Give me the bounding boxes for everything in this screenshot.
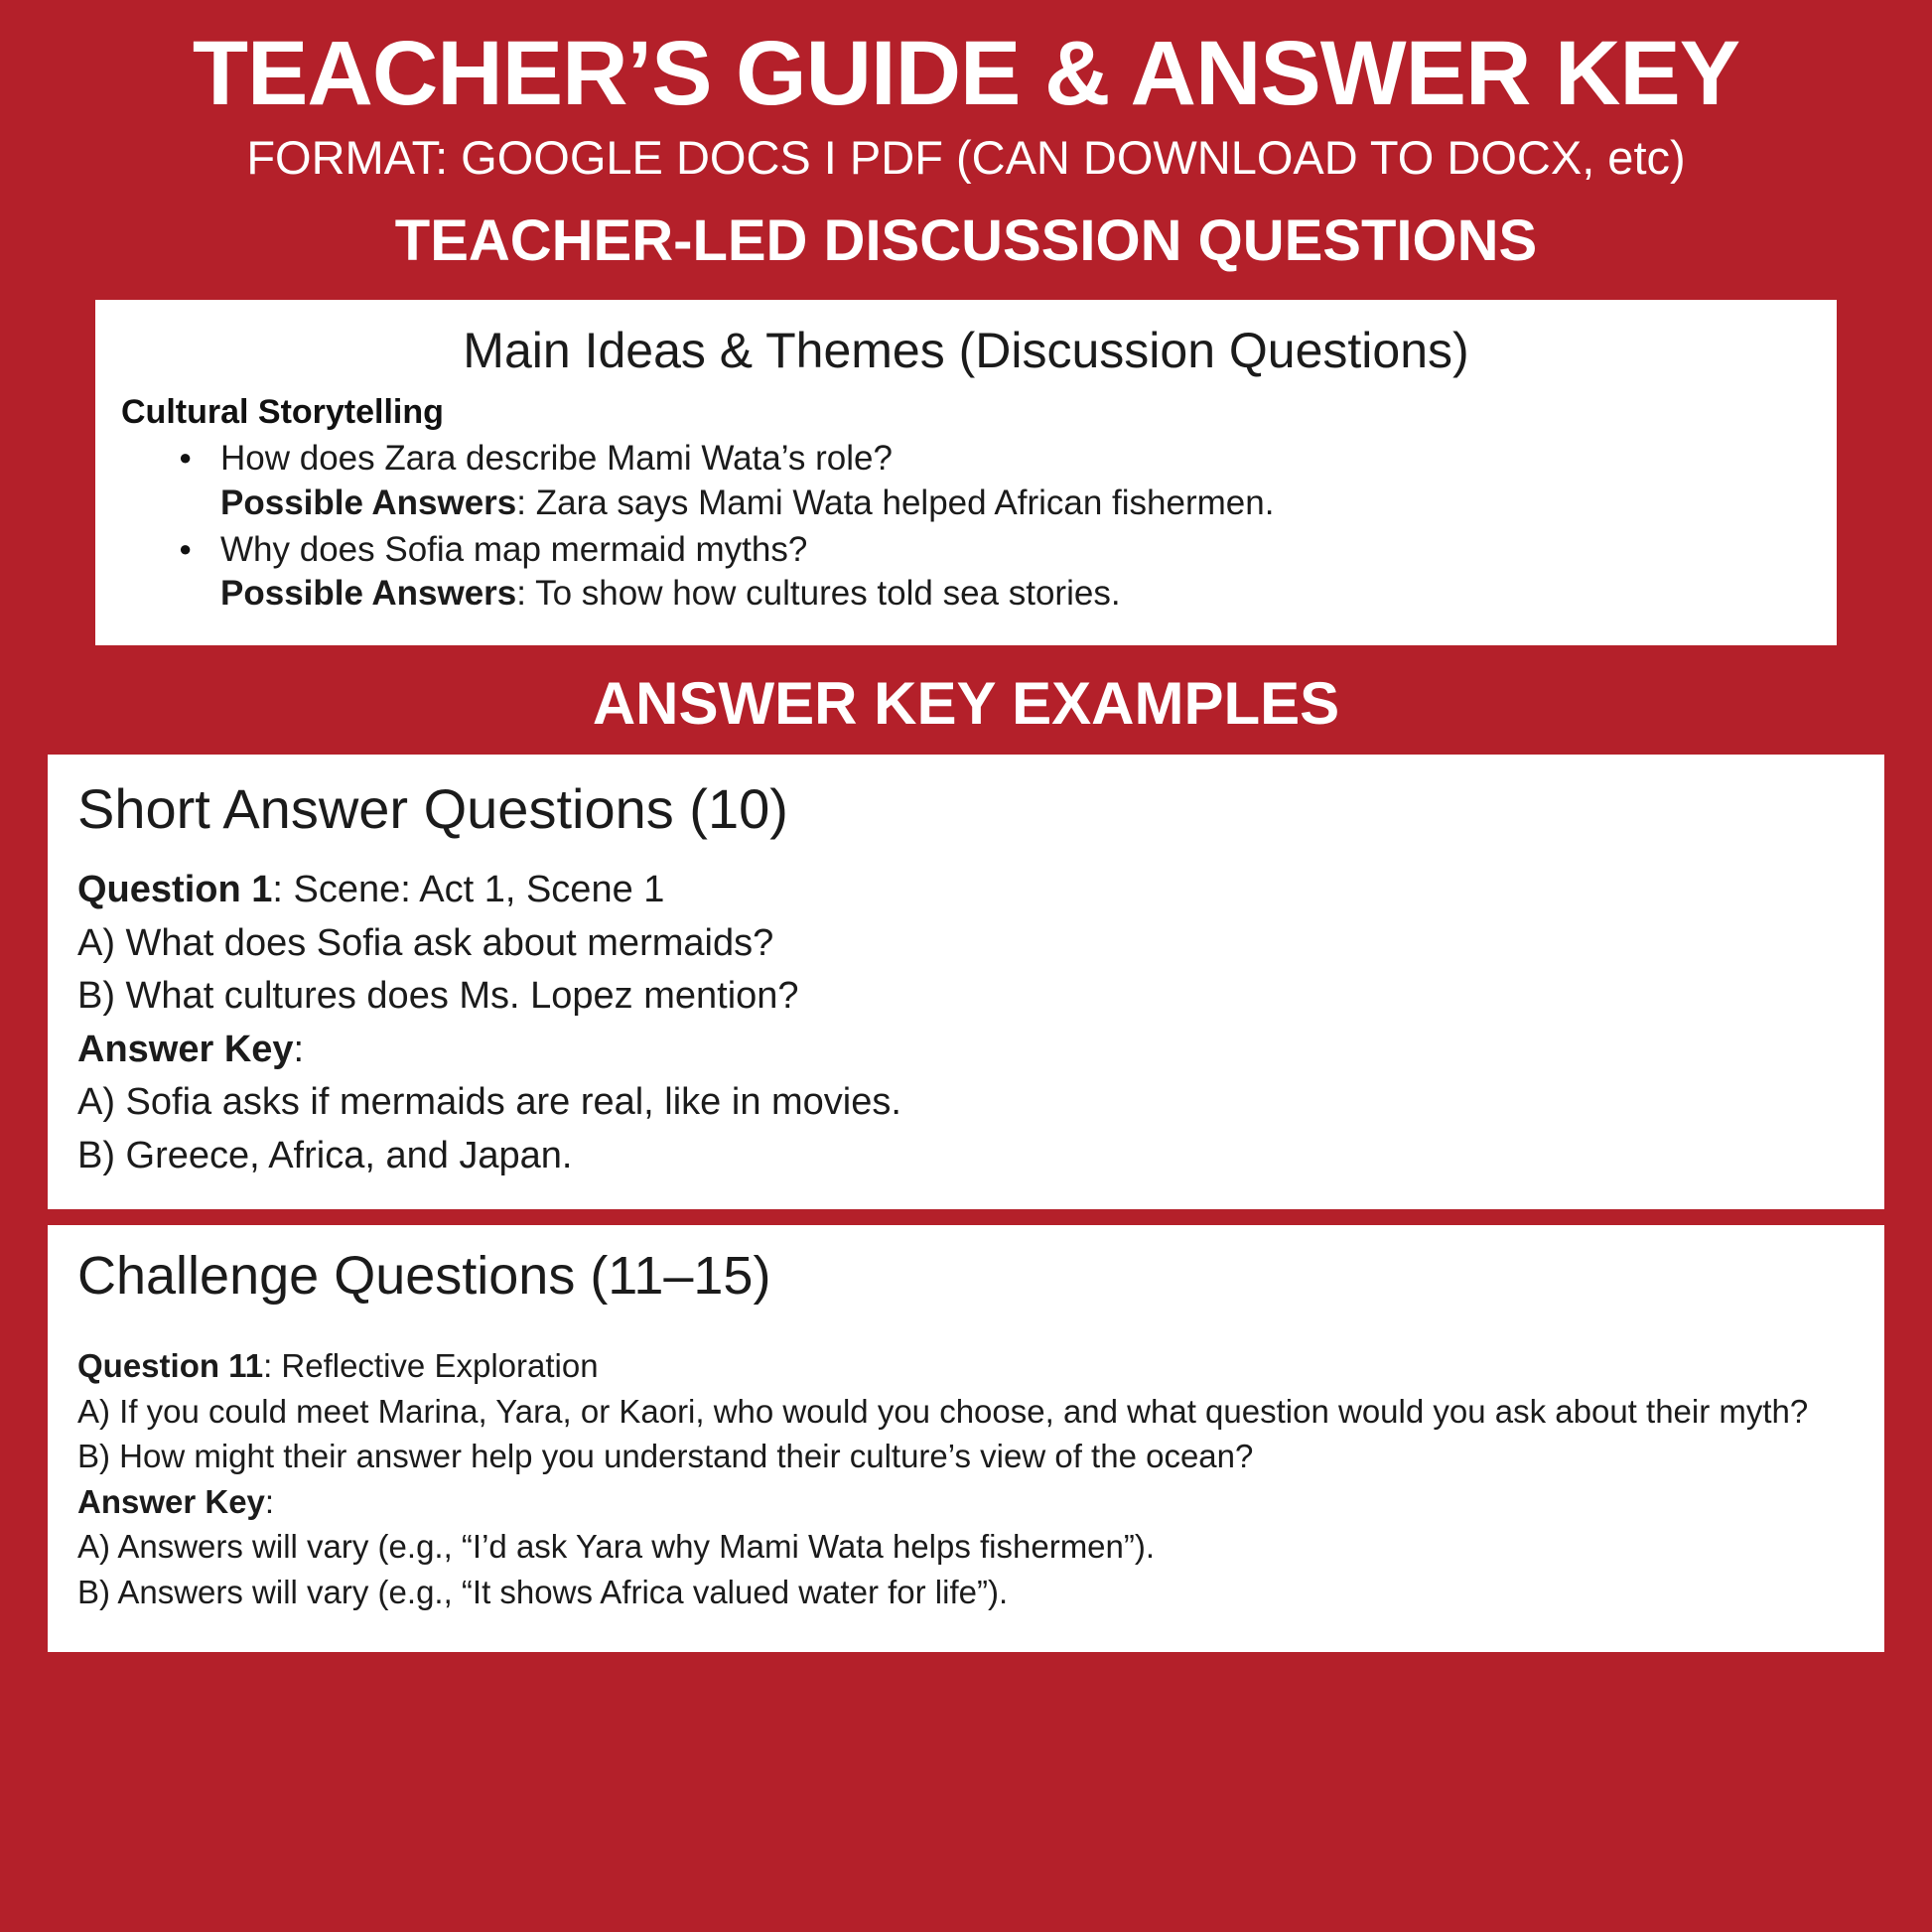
possible-answers-label: Possible Answers	[220, 483, 517, 522]
short-answer-heading: Short Answer Questions (10)	[77, 777, 788, 841]
format-subtitle: FORMAT: GOOGLE DOCS I PDF (CAN DOWNLOAD TO DOCX, etc)	[246, 131, 1686, 184]
challenge-answer-a: A) Answers will vary (e.g., “I’d ask Yara why Mami Wata helps fishermen”).	[77, 1528, 1156, 1566]
possible-answers-label: Possible Answers	[220, 574, 517, 614]
question-label: Question 11	[77, 1347, 264, 1385]
challenge-heading: Challenge Questions (11–15)	[77, 1246, 771, 1307]
challenge-prompt-a: A) If you could meet Marina, Yara, or Kaori, who would you choose, and what question would you ask about their myth?	[77, 1392, 1809, 1430]
possible-answers-text: : To show how cultures told sea stories.	[516, 574, 1121, 614]
challenge-question-line	[77, 1344, 1855, 1388]
question-label: Question 1	[77, 869, 273, 911]
possible-answers-text: : Zara says Mami Wata helped African fishermen.	[516, 483, 1275, 522]
discussion-card	[95, 300, 1837, 645]
discussion-card-title: Main Ideas & Themes (Discussion Questions)	[463, 323, 1469, 379]
challenge-answer-b: B) Answers will vary (e.g., “It shows Africa valued water for life”).	[77, 1574, 1009, 1611]
section-banner-answer-key: ANSWER KEY EXAMPLES	[592, 670, 1340, 738]
list-item	[220, 438, 1811, 524]
discussion-answer	[220, 572, 1811, 616]
short-answer-question-line	[77, 865, 1855, 915]
short-answer-prompt-a: A) What does Sofia ask about mermaids?	[77, 921, 774, 964]
short-answer-key-label-line	[77, 1025, 1855, 1075]
poster-header	[0, 0, 1932, 272]
short-answer-card	[48, 755, 1884, 1209]
section-banner-discussion: TEACHER-LED DISCUSSION QUESTIONS	[394, 208, 1538, 274]
answer-key-label: Answer Key	[77, 1028, 294, 1070]
short-answer-answer-a: A) Sofia asks if mermaids are real, like in movies.	[77, 1081, 901, 1124]
discussion-question-text: How does Zara describe Mami Wata’s role?	[220, 439, 893, 479]
question-scene: : Scene: Act 1, Scene 1	[272, 869, 665, 911]
challenge-prompt-b: B) How might their answer help you understand their culture’s view of the ocean?	[77, 1438, 1254, 1475]
short-answer-answer-b: B) Greece, Africa, and Japan.	[77, 1134, 573, 1176]
discussion-subheading: Cultural Storytelling	[121, 393, 444, 432]
discussion-question-text: Why does Sofia map mermaid myths?	[220, 529, 808, 569]
answer-key-colon: :	[293, 1028, 305, 1070]
question-title: : Reflective Exploration	[263, 1347, 599, 1385]
answer-key-label: Answer Key	[77, 1482, 265, 1520]
short-answer-prompt-b: B) What cultures does Ms. Lopez mention?	[77, 975, 799, 1018]
answer-key-colon: :	[264, 1482, 275, 1520]
discussion-answer	[220, 482, 1811, 525]
discussion-question-list	[121, 438, 1811, 616]
challenge-card	[48, 1225, 1884, 1652]
page-title: TEACHER’S GUIDE & ANSWER KEY	[192, 23, 1740, 124]
list-item	[220, 529, 1811, 616]
challenge-answer-key-label-line	[77, 1480, 1855, 1524]
